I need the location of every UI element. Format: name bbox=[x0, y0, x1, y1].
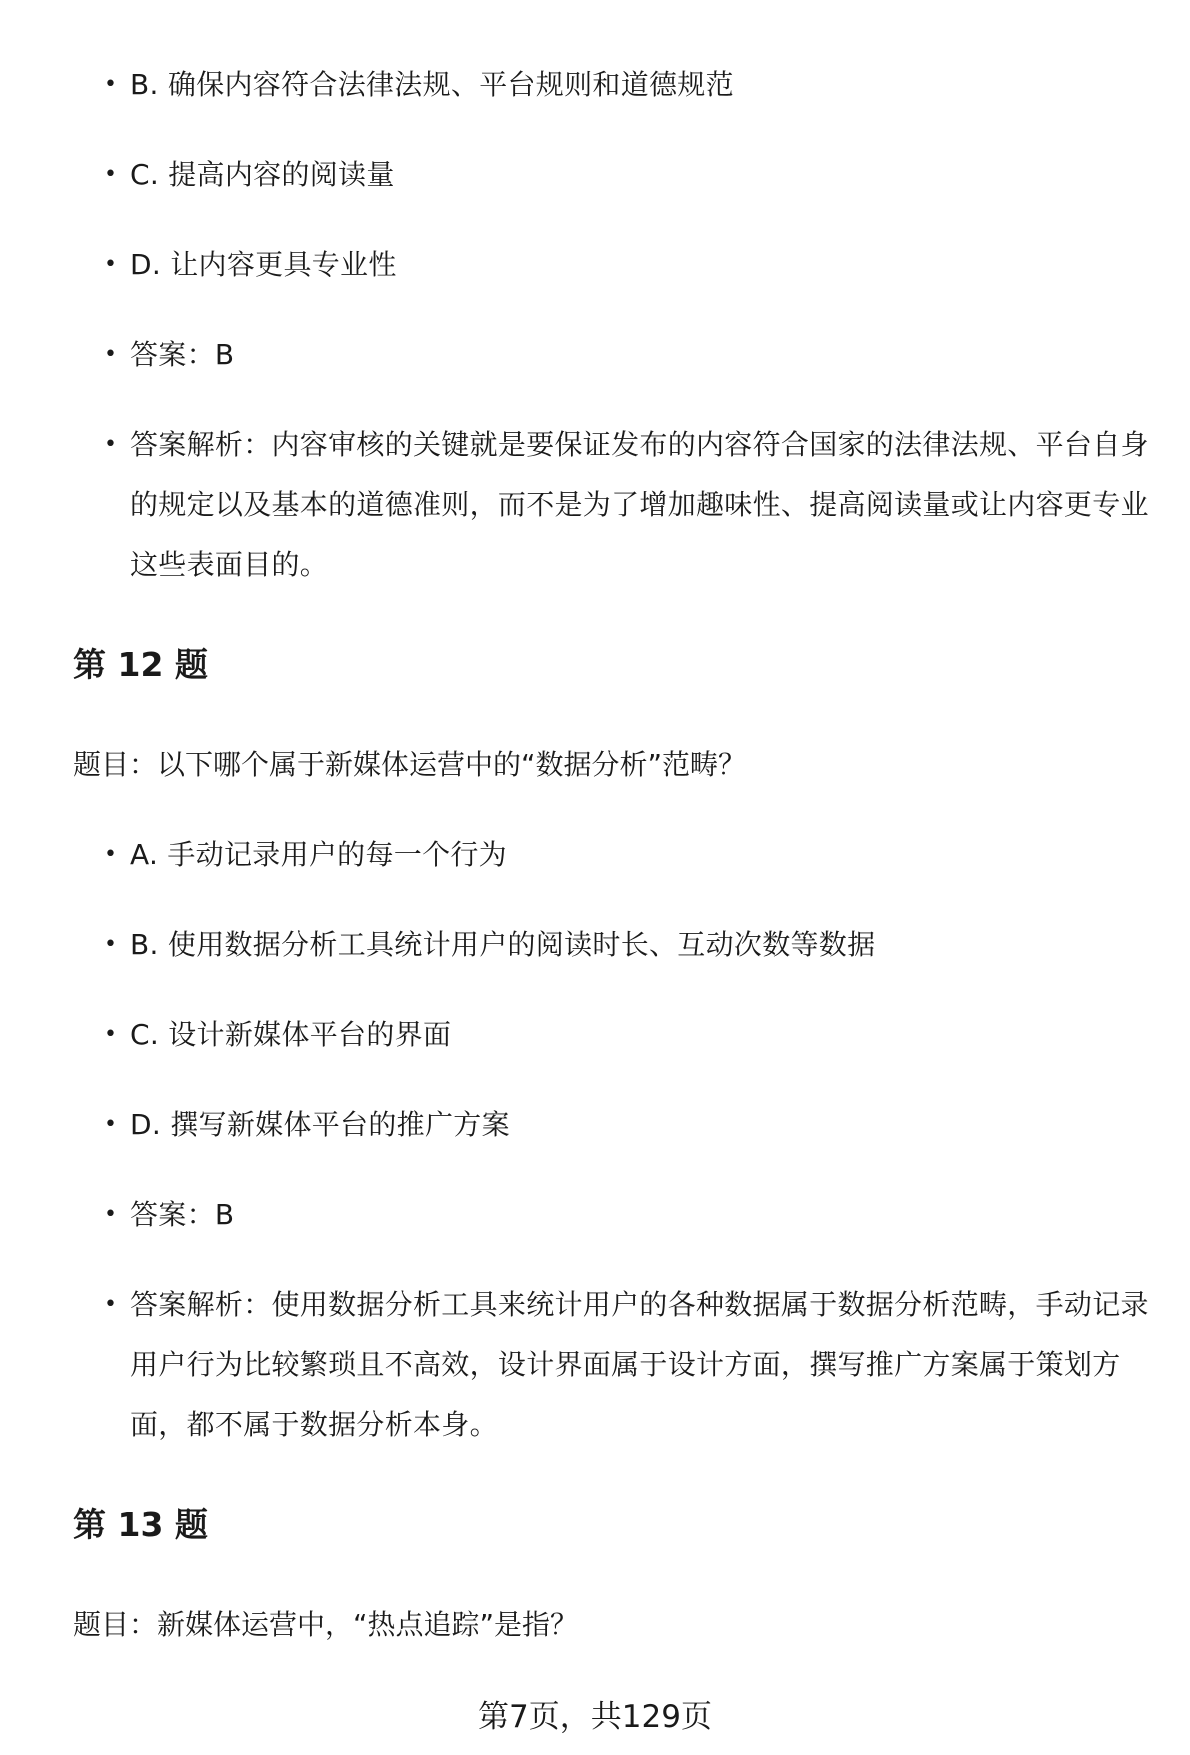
q11-answer: • 答案：B bbox=[130, 325, 1160, 385]
q12-question: 题目：以下哪个属于新媒体运营中的“数据分析”范畴？ bbox=[73, 748, 747, 781]
q13-question: 题目：新媒体运营中，“热点追踪”是指？ bbox=[73, 1608, 579, 1641]
bullet-icon: • bbox=[104, 1022, 118, 1047]
bullet-icon: • bbox=[104, 162, 118, 187]
q12-option-d: • D. 撰写新媒体平台的推广方案 bbox=[130, 1095, 1160, 1155]
q12-option-a: • A. 手动记录用户的每一个行为 bbox=[130, 825, 1160, 885]
q12-answer: • 答案：B bbox=[130, 1185, 1160, 1245]
q11-explanation: • 答案解析：内容审核的关键就是要保证发布的内容符合国家的法律法规、平台自身的规定以及基本的道德准则，而不是为了增加趣味性、提高阅读量或让内容更专业这些表面目的。 bbox=[130, 415, 1160, 595]
page-number-footer: 第7页，共129页 bbox=[478, 1699, 712, 1735]
bullet-icon: • bbox=[104, 932, 118, 957]
q11-option-b: • B. 确保内容符合法律法规、平台规则和道德规范 bbox=[130, 55, 1160, 115]
bullet-icon: • bbox=[104, 842, 118, 867]
bullet-icon: • bbox=[104, 1112, 118, 1137]
bullet-icon: • bbox=[104, 1292, 118, 1317]
q12-option-b: • B. 使用数据分析工具统计用户的阅读时长、互动次数等数据 bbox=[130, 915, 1160, 975]
bullet-icon: • bbox=[104, 432, 118, 457]
q11-option-c: • C. 提高内容的阅读量 bbox=[130, 145, 1160, 205]
q12-explanation: • 答案解析：使用数据分析工具来统计用户的各种数据属于数据分析范畴，手动记录用户行为比较繁琐且不高效，设计界面属于设计方面，撰写推广方案属于策划方面，都不属于数据分析本身。 bbox=[130, 1275, 1160, 1455]
bullet-icon: • bbox=[104, 252, 118, 277]
bullet-icon: • bbox=[104, 342, 118, 367]
bullet-icon: • bbox=[104, 1202, 118, 1227]
bullet-icon: • bbox=[104, 72, 118, 97]
q12-heading: 第 12 题 bbox=[73, 645, 208, 684]
q11-option-d: • D. 让内容更具专业性 bbox=[130, 235, 1160, 295]
q12-option-c: • C. 设计新媒体平台的界面 bbox=[130, 1005, 1160, 1065]
q13-heading: 第 13 题 bbox=[73, 1505, 208, 1544]
